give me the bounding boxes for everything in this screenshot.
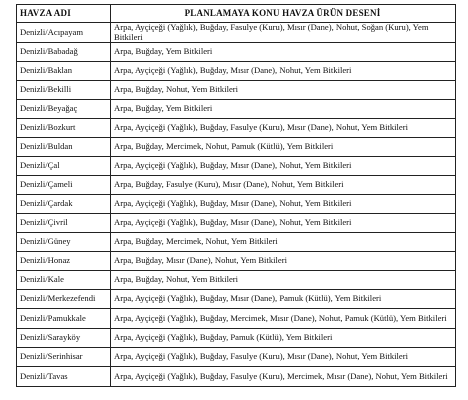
table-row <box>17 329 456 348</box>
basin-name-cell: Denizli/Serinhisar <box>17 348 111 367</box>
product-pattern-cell: Arpa, Buğday, Mısır (Dane), Nohut, Yem Bitkileri <box>111 252 456 271</box>
header-product-pattern: PLANLAMAYA KONU HAVZA ÜRÜN DESENİ <box>111 5 456 23</box>
table-row <box>17 271 456 290</box>
table-row <box>17 100 456 119</box>
product-pattern-cell: Arpa, Ayçiçeği (Yağlık), Buğday, Mısır (Dane), Nohut, Yem Bitkileri <box>111 157 456 176</box>
basin-name-cell: Denizli/Bekilli <box>17 81 111 100</box>
table-row <box>17 195 456 214</box>
product-pattern-cell: Arpa, Ayçiçeği (Yağlık), Buğday, Fasulye (Kuru), Mısır (Dane), Nohut, Yem Bitkileri <box>111 348 456 367</box>
product-pattern-cell: Arpa, Ayçiçeği (Yağlık), Buğday, Mısır (Dane), Nohut, Yem Bitkileri <box>111 195 456 214</box>
header-basin-name: HAVZA ADI <box>17 5 111 23</box>
basin-name-cell: Denizli/Çivril <box>17 214 111 233</box>
product-pattern-cell: Arpa, Buğday, Fasulye (Kuru), Mısır (Dane), Nohut, Yem Bitkileri <box>111 176 456 195</box>
product-pattern-cell: Arpa, Buğday, Mercimek, Nohut, Yem Bitkileri <box>111 233 456 252</box>
basin-name-cell: Denizli/Honaz <box>17 252 111 271</box>
table-row <box>17 176 456 195</box>
basin-name-cell: Denizli/Beyağaç <box>17 100 111 119</box>
basin-name-cell: Denizli/Çameli <box>17 176 111 195</box>
table-row <box>17 119 456 138</box>
basin-name-cell: Denizli/Tavas <box>17 367 111 387</box>
product-pattern-cell: Arpa, Ayçiçeği (Yağlık), Buğday, Mısır (Dane), Nohut, Yem Bitkileri <box>111 214 456 233</box>
basin-name-cell: Denizli/Bozkurt <box>17 119 111 138</box>
basin-product-table <box>16 4 456 387</box>
table-row <box>17 348 456 367</box>
product-pattern-cell: Arpa, Buğday, Nohut, Yem Bitkileri <box>111 81 456 100</box>
product-pattern-cell: Arpa, Ayçiçeği (Yağlık), Buğday, Mısır (Dane), Pamuk (Kütlü), Yem Bitkileri <box>111 290 456 309</box>
basin-name-cell: Denizli/Acıpayam <box>17 23 111 43</box>
table-row <box>17 252 456 271</box>
basin-name-cell: Denizli/Baklan <box>17 62 111 81</box>
table-row <box>17 43 456 62</box>
product-pattern-cell: Arpa, Ayçiçeği (Yağlık), Buğday, Fasulye (Kuru), Mercimek, Mısır (Dane), Nohut, Yem Bitkileri <box>111 367 456 387</box>
basin-name-cell: Denizli/Buldan <box>17 138 111 157</box>
table-row <box>17 233 456 252</box>
product-pattern-cell: Arpa, Ayçiçeği (Yağlık), Buğday, Mısır (Dane), Nohut, Yem Bitkileri <box>111 62 456 81</box>
product-pattern-cell: Arpa, Ayçiçeği (Yağlık), Buğday, Fasulye (Kuru), Mısır (Dane), Nohut, Yem Bitkileri <box>111 119 456 138</box>
basin-name-cell: Denizli/Güney <box>17 233 111 252</box>
product-pattern-cell: Arpa, Ayçiçeği (Yağlık), Buğday, Fasulye (Kuru), Mısır (Dane), Nohut, Soğan (Kuru), Yem Bitkileri <box>111 23 456 43</box>
basin-name-cell: Denizli/Pamukkale <box>17 309 111 329</box>
basin-name-cell: Denizli/Babadağ <box>17 43 111 62</box>
product-pattern-cell: Arpa, Buğday, Nohut, Yem Bitkileri <box>111 271 456 290</box>
table-row <box>17 309 456 329</box>
basin-name-cell: Denizli/Çal <box>17 157 111 176</box>
table-row <box>17 214 456 233</box>
table-row <box>17 138 456 157</box>
table-header-row <box>17 5 456 23</box>
table-row <box>17 290 456 309</box>
basin-name-cell: Denizli/Sarayköy <box>17 329 111 348</box>
product-pattern-cell: Arpa, Ayçiçeği (Yağlık), Buğday, Mercimek, Mısır (Dane), Nohut, Pamuk (Kütlü), Yem Bitkileri <box>111 309 456 329</box>
product-pattern-cell: Arpa, Ayçiçeği (Yağlık), Buğday, Pamuk (Kütlü), Yem Bitkileri <box>111 329 456 348</box>
table-body <box>17 23 456 387</box>
basin-name-cell: Denizli/Merkezefendi <box>17 290 111 309</box>
table-row <box>17 23 456 43</box>
table-row <box>17 81 456 100</box>
product-pattern-cell: Arpa, Buğday, Mercimek, Nohut, Pamuk (Kütlü), Yem Bitkileri <box>111 138 456 157</box>
basin-name-cell: Denizli/Kale <box>17 271 111 290</box>
table-row <box>17 157 456 176</box>
product-pattern-cell: Arpa, Buğday, Yem Bitkileri <box>111 100 456 119</box>
basin-name-cell: Denizli/Çardak <box>17 195 111 214</box>
document-page <box>16 4 456 387</box>
product-pattern-cell: Arpa, Buğday, Yem Bitkileri <box>111 43 456 62</box>
table-row <box>17 62 456 81</box>
table-row <box>17 367 456 387</box>
